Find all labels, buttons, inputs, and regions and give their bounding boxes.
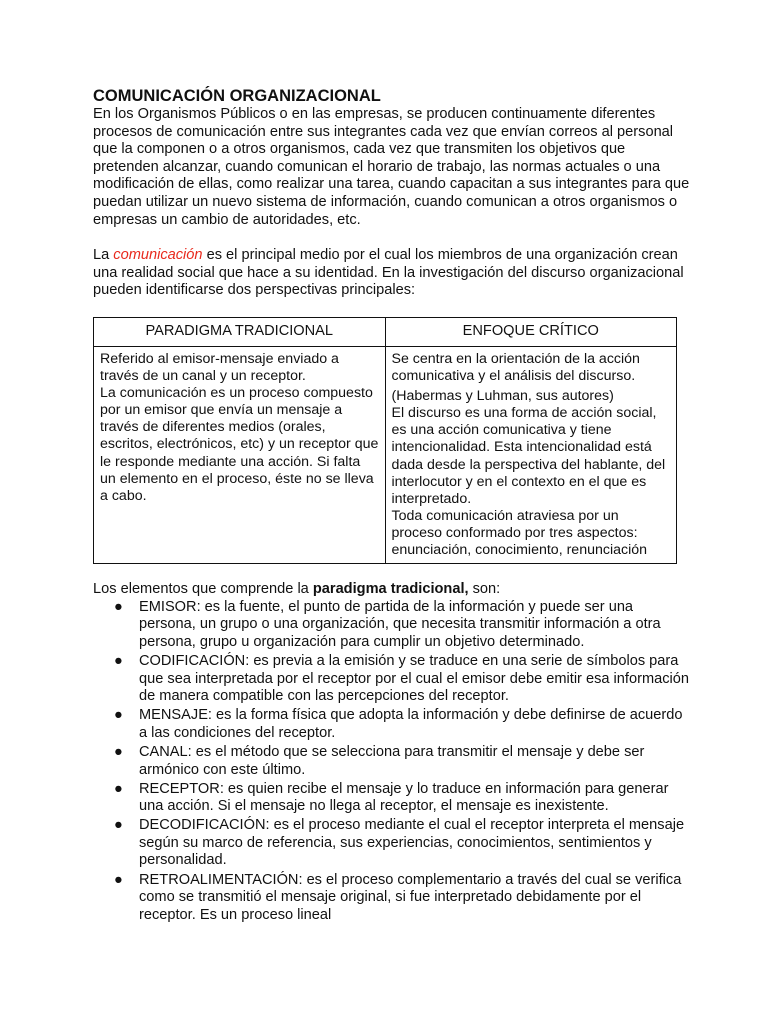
perspectives-rest: es el principal medio por el cual los miembros de una organización crean una realidad social que hace a su identidad. En la investigación del discurso organizacional pueden identificarse dos perspectivas principales:: [93, 247, 684, 299]
list-item: [93, 653, 693, 706]
list-item: [93, 599, 693, 652]
list-item: [93, 872, 693, 925]
elements-intro-bold: paradigma tradicional,: [312, 581, 469, 598]
cell-text: El discurso es una forma de acción social, es una acción comunicativa y tiene intencionalidad. Esta intencionalidad está dada desde la perspectiva del hablante, del interlocutor y en el contexto en el que es interpretado.: [391, 405, 666, 507]
intro-paragraph: En los Organismos Públicos o en las empresas, se producen continuamente diferentes procesos de comunicación entre sus integrantes cada vez que envían correos al personal que la componen o a otros organismos, cada vez que transmiten los objetivos que pretenden alcanzar, cuando comunican el horario de trabajo, las normas actuales o una modificación de ellas, como realizar una tarea, cuando capacitan a sus integrantes para que puedan utilizar un nuevo sistema de información, cuando comunican a otros organismos o empresas un cambio de autoridades, etc.: [93, 106, 690, 228]
list-item-text: DECODIFICACIÓN: es el proceso mediante el cual el receptor interpreta el mensaje según su marco de referencia, sus experiencias, conocimientos, sentimientos y personalidad.: [139, 817, 685, 869]
cell-text: Se centra en la orientación de la acción comunicativa y el análisis del discurso.: [391, 350, 640, 385]
table-header-row: [94, 317, 677, 346]
cell-text: La comunicación es un proceso compuesto por un emisor que envía un mensaje a través de diferentes medios (orales, escritos, electrónicos, etc) y un receptor que le responde mediante una acción. Si falta un elemento en el proceso, éste no se lleva a cabo.: [100, 385, 379, 504]
list-item-text: CANAL: es el método que se selecciona para transmitir el mensaje y debe ser armónico con este último.: [139, 743, 645, 778]
bullet-icon: ●: [114, 707, 123, 724]
list-item-text: CODIFICACIÓN: es previa a la emisión y se traduce en una serie de símbolos para que sea interpretada por el receptor por el cual el emisor debe emitir esa información de manera compatible con las percepciones del receptor.: [139, 652, 689, 705]
header-paradigma-tradicional: PARADIGMA TRADICIONAL: [94, 317, 386, 346]
bullet-icon: ●: [114, 598, 123, 615]
bullet-icon: ●: [114, 871, 123, 888]
table-row: [94, 346, 677, 563]
list-item-text: EMISOR: es la fuente, el punto de partida de la información y puede ser una persona, un grupo o una organización, que necesita transmitir información a otra persona, grupo u organización para cumplir un objetivo determinado.: [139, 598, 661, 650]
perspectives-lead: La: [93, 247, 114, 264]
bullet-icon: ●: [114, 743, 123, 760]
perspectives-table: [93, 317, 677, 564]
list-item-text: RECEPTOR: es quien recibe el mensaje y lo traduce en información para generar una acción. Si el mensaje no llega al receptor, el mensaje es inexistente.: [139, 780, 669, 815]
elements-list: [93, 599, 693, 925]
list-item: [93, 817, 693, 870]
list-item: [93, 707, 693, 742]
bullet-icon: ●: [114, 652, 123, 669]
bullet-icon: ●: [114, 780, 123, 797]
comunicacion-highlight: comunicación: [113, 247, 203, 264]
list-item-text: RETROALIMENTACIÓN: es el proceso complementario a través del cual se verifica como se transmitió el mensaje original, si fue interpretado debidamente por el receptor. Es un proceso lineal: [139, 871, 682, 923]
elements-intro-rest: son:: [468, 581, 501, 598]
cell-text: Toda comunicación atraviesa por un proceso conformado por tres aspectos: enunciación, conocimiento, renunciación: [391, 507, 648, 558]
bullet-icon: ●: [114, 817, 123, 834]
cell-text: Referido al emisor-mensaje enviado a través de un canal y un receptor.: [100, 350, 339, 385]
perspectives-paragraph: [93, 247, 693, 300]
cell-paradigma-tradicional: [94, 346, 386, 563]
elements-intro-lead: Los elementos que comprende la: [93, 581, 313, 598]
elements-intro: [93, 581, 693, 599]
list-item: [93, 744, 693, 779]
list-item: [93, 781, 693, 816]
header-enfoque-critico: ENFOQUE CRÍTICO: [385, 317, 677, 346]
list-item-text: MENSAJE: es la forma física que adopta la información y debe definirse de acuerdo a las condiciones del receptor.: [139, 707, 683, 741]
document-title: COMUNICACIÓN ORGANIZACIONAL: [93, 87, 381, 105]
document-page: [93, 86, 693, 926]
cell-enfoque-critico: [385, 346, 677, 563]
cell-text: (Habermas y Luhman, sus autores): [391, 388, 614, 405]
